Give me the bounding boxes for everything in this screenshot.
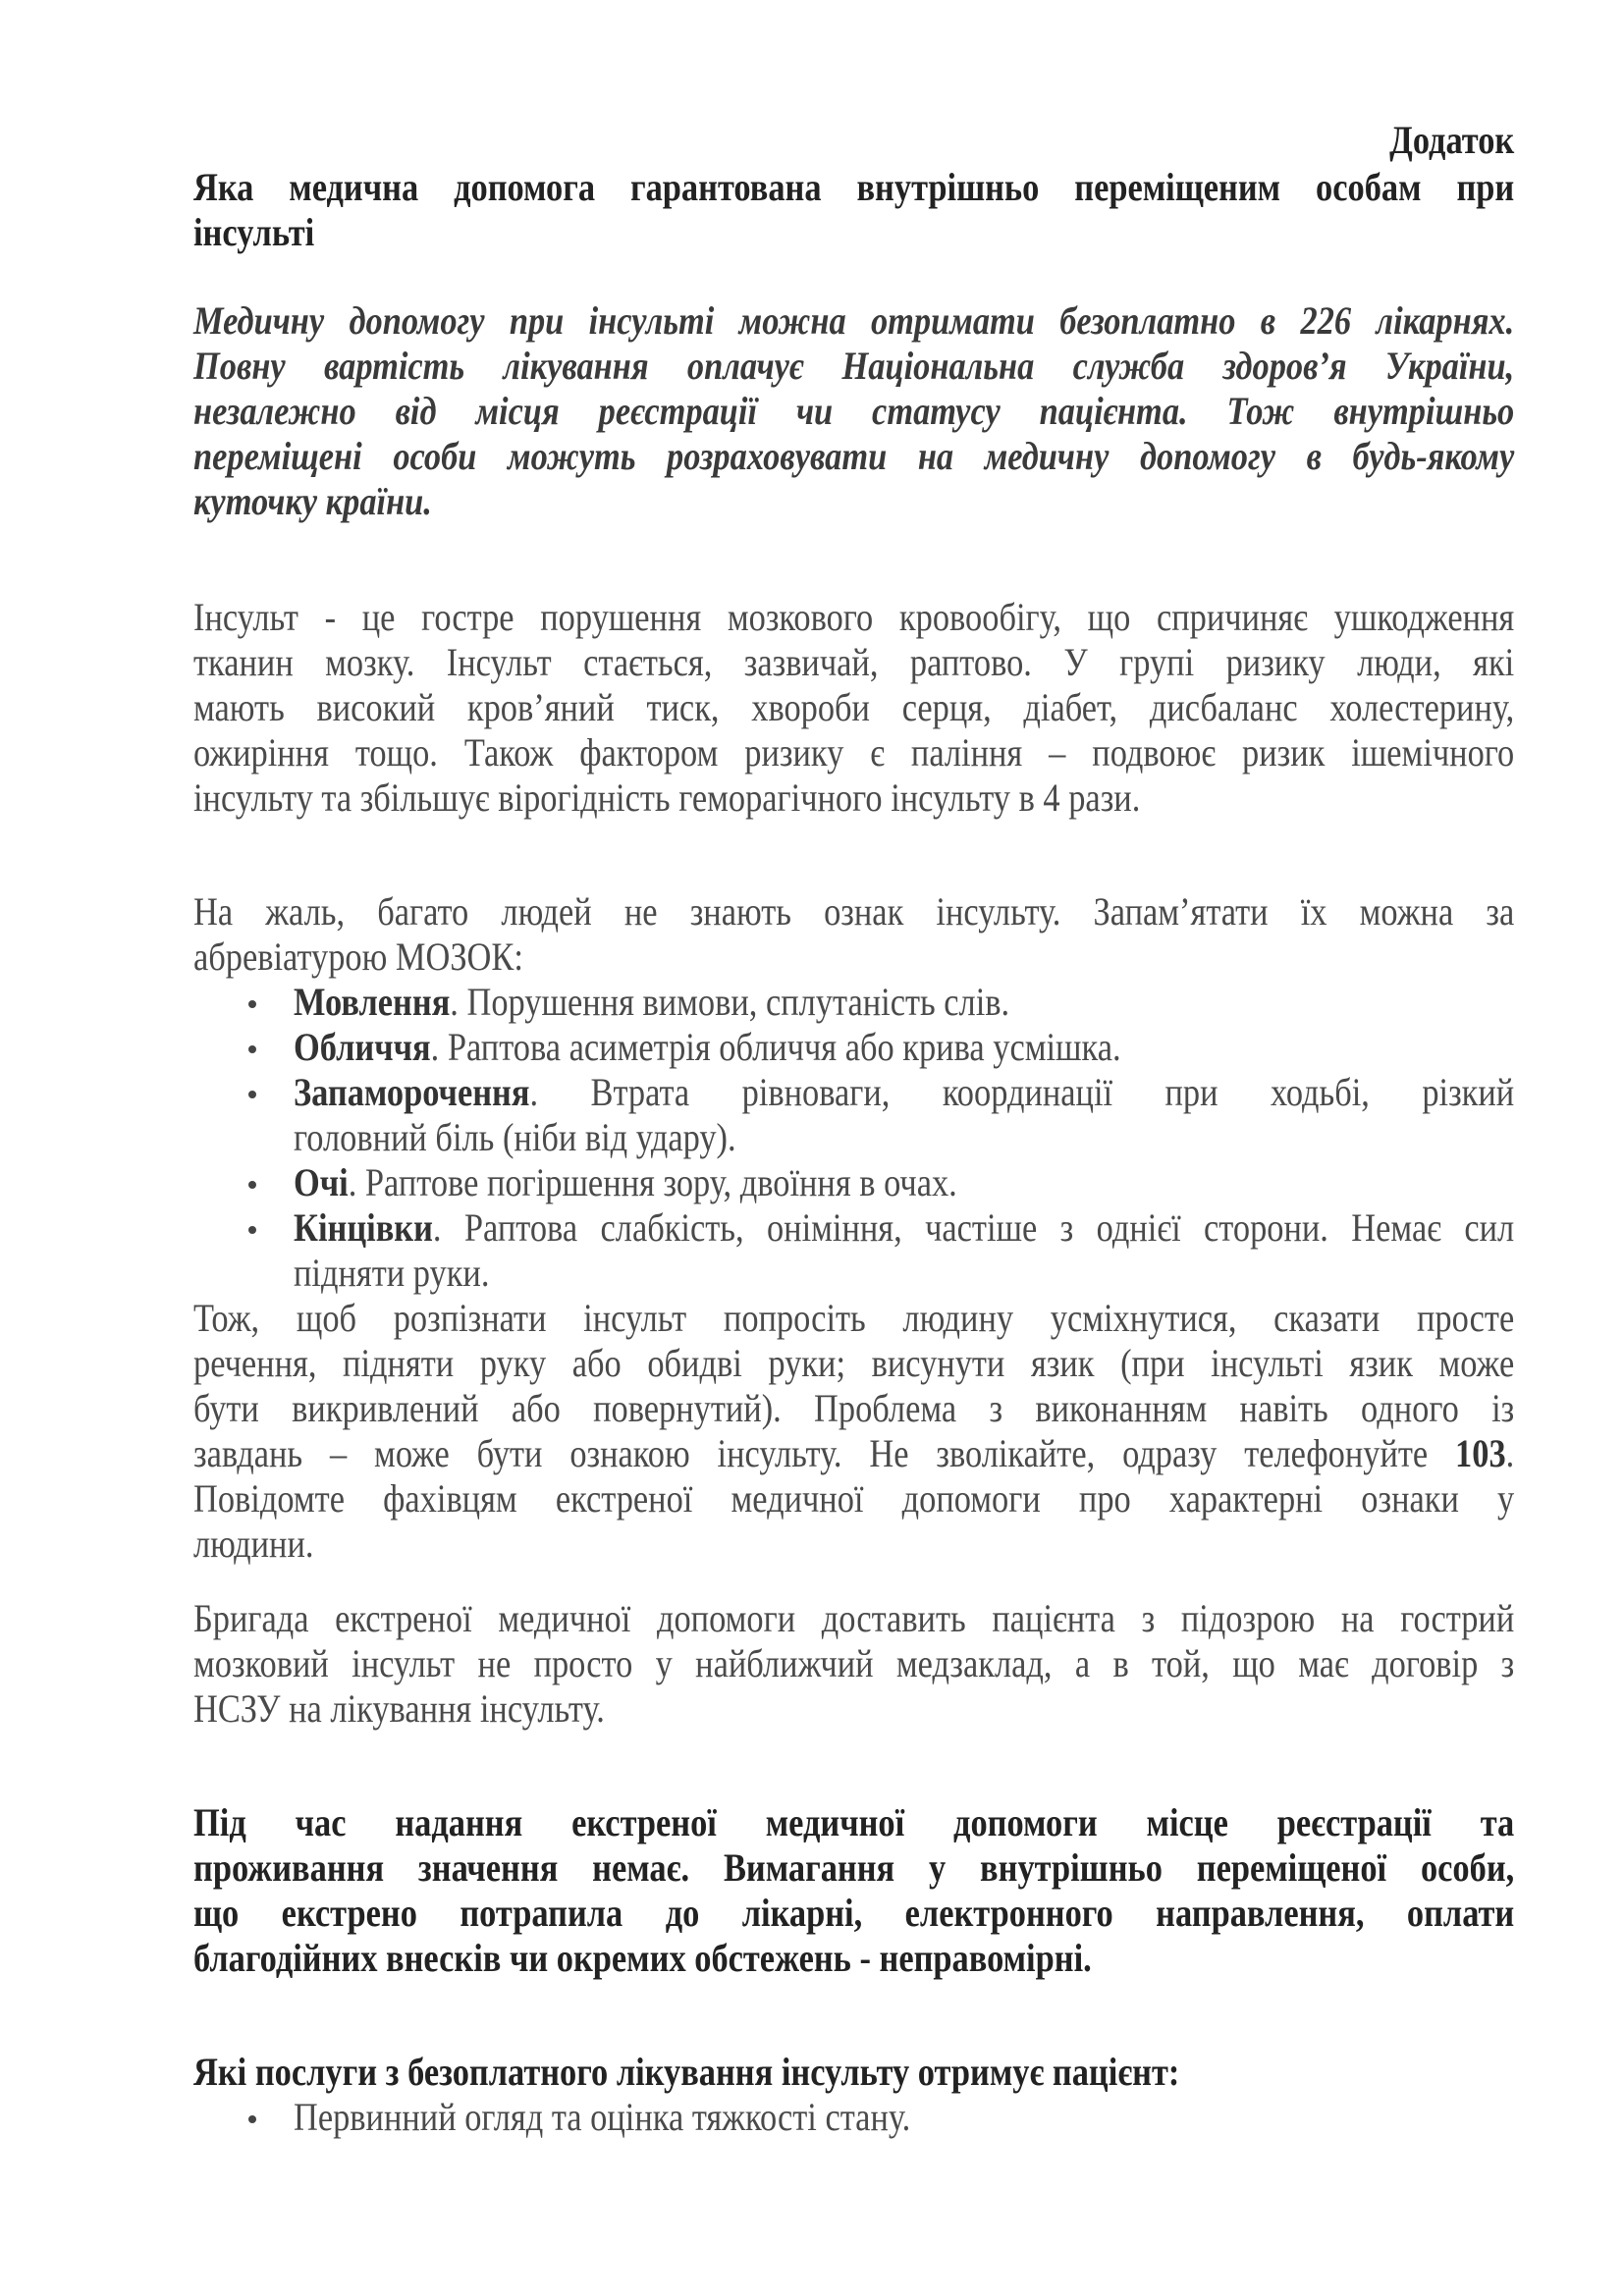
- mozok-item-dizziness-cont: головний біль (ніби від удару).: [294, 1115, 736, 1159]
- paragraph-line: мозковий інсульт не просто у найближчий медзаклад, а в той, що має договір з: [193, 1641, 1515, 1685]
- paragraph-line: Інсульт - це гостре порушення мозкового кровообігу, що спричиняє ушкодження: [193, 595, 1515, 639]
- paragraph-line: завдань – може бути ознакою інсульту. Не зволікайте, одразу телефонуйте 103.: [193, 1431, 1515, 1475]
- paragraph-line: НСЗУ на лікування інсульту.: [193, 1686, 605, 1731]
- paragraph-line: мають високий кров’яний тиск, хвороби серця, діабет, дисбаланс холестерину,: [193, 685, 1515, 729]
- services-item: Первинний огляд та оцінка тяжкості стану.: [294, 2095, 911, 2139]
- bullet-icon: [248, 1181, 256, 1189]
- lead-line: Повну вартість лікування оплачує Національна служба здоров’я України,: [193, 344, 1515, 388]
- bullet-icon: [248, 1045, 256, 1053]
- mozok-item-eyes: Очі. Раптове погіршення зору, двоїння в очах.: [294, 1160, 957, 1204]
- lead-line: Медичну допомогу при інсульті можна отримати безоплатно в 226 лікарнях.: [193, 298, 1515, 343]
- paragraph-line: бути викривлений або повернутий). Проблема з виконанням навіть одного із: [193, 1386, 1515, 1430]
- lead-line: переміщені особи можуть розраховувати на медичну допомогу в будь-якому: [193, 434, 1515, 478]
- paragraph-line: Бригада екстреної медичної допомоги доставить пацієнта з підозрою на гострий: [193, 1596, 1515, 1640]
- bullet-icon: [248, 2115, 256, 2123]
- paragraph-line: абревіатурою МОЗОК:: [193, 934, 523, 979]
- paragraph-line: Під час надання екстреної медичної допомоги місце реєстрації та: [193, 1800, 1515, 1844]
- mozok-item-face: Обличчя. Раптова асиметрія обличчя або крива усмішка.: [294, 1025, 1121, 1069]
- paragraph-line: Тож, щоб розпізнати інсульт попросіть людину усміхнутися, сказати просте: [193, 1296, 1515, 1340]
- appendix-label: Додаток: [1388, 118, 1514, 162]
- bullet-icon: [248, 1091, 256, 1098]
- mozok-item-limbs: Кінцівки. Раптова слабкість, оніміння, частіше з однієї сторони. Немає сил: [294, 1205, 1515, 1250]
- paragraph-line: тканин мозку. Інсульт стається, зазвичай, раптово. У групі ризику люди, які: [193, 640, 1515, 684]
- bullet-icon: [248, 1226, 256, 1234]
- paragraph-line: речення, підняти руку або обидві руки; висунути язик (при інсульті язик може: [193, 1341, 1515, 1385]
- paragraph-line: ожиріння тощо. Також фактором ризику є паління – подвоює ризик ішемічного: [193, 730, 1515, 774]
- bullet-icon: [248, 1000, 256, 1008]
- paragraph-line: людини.: [193, 1522, 314, 1566]
- mozok-item-dizziness: Запаморочення. Втрата рівноваги, координації при ходьбі, різкий: [294, 1070, 1515, 1114]
- paragraph-line: Повідомте фахівцям екстреної медичної допомоги про характерні ознаки у: [193, 1476, 1515, 1521]
- mozok-item-speech: Мовлення. Порушення вимови, сплутаність слів.: [294, 980, 1010, 1024]
- lead-line: незалежно від місця реєстрації чи статусу пацієнта. Тож внутрішньо: [193, 389, 1515, 433]
- document-title-line-1: Яка медична допомога гарантована внутрішньо переміщеним особам при: [193, 165, 1515, 209]
- mozok-item-limbs-cont: підняти руки.: [294, 1251, 490, 1295]
- document-title-line-2: інсульті: [193, 210, 315, 254]
- paragraph-line: проживання значення немає. Вимагання у внутрішньо переміщеної особи,: [193, 1845, 1515, 1890]
- lead-line: куточку країни.: [193, 479, 432, 523]
- emergency-number: 103: [1455, 1431, 1506, 1475]
- paragraph-line: благодійних внесків чи окремих обстежень - неправомірні.: [193, 1936, 1092, 1980]
- paragraph-line: інсульту та збільшує вірогідність геморагічного інсульту в 4 рази.: [193, 775, 1141, 820]
- paragraph-line: що екстрено потрапила до лікарні, електронного направлення, оплати: [193, 1891, 1515, 1935]
- services-heading: Які послуги з безоплатного лікування інсульту отримує пацієнт:: [193, 2050, 1180, 2094]
- paragraph-line: На жаль, багато людей не знають ознак інсульту. Запам’ятати їх можна за: [193, 889, 1515, 934]
